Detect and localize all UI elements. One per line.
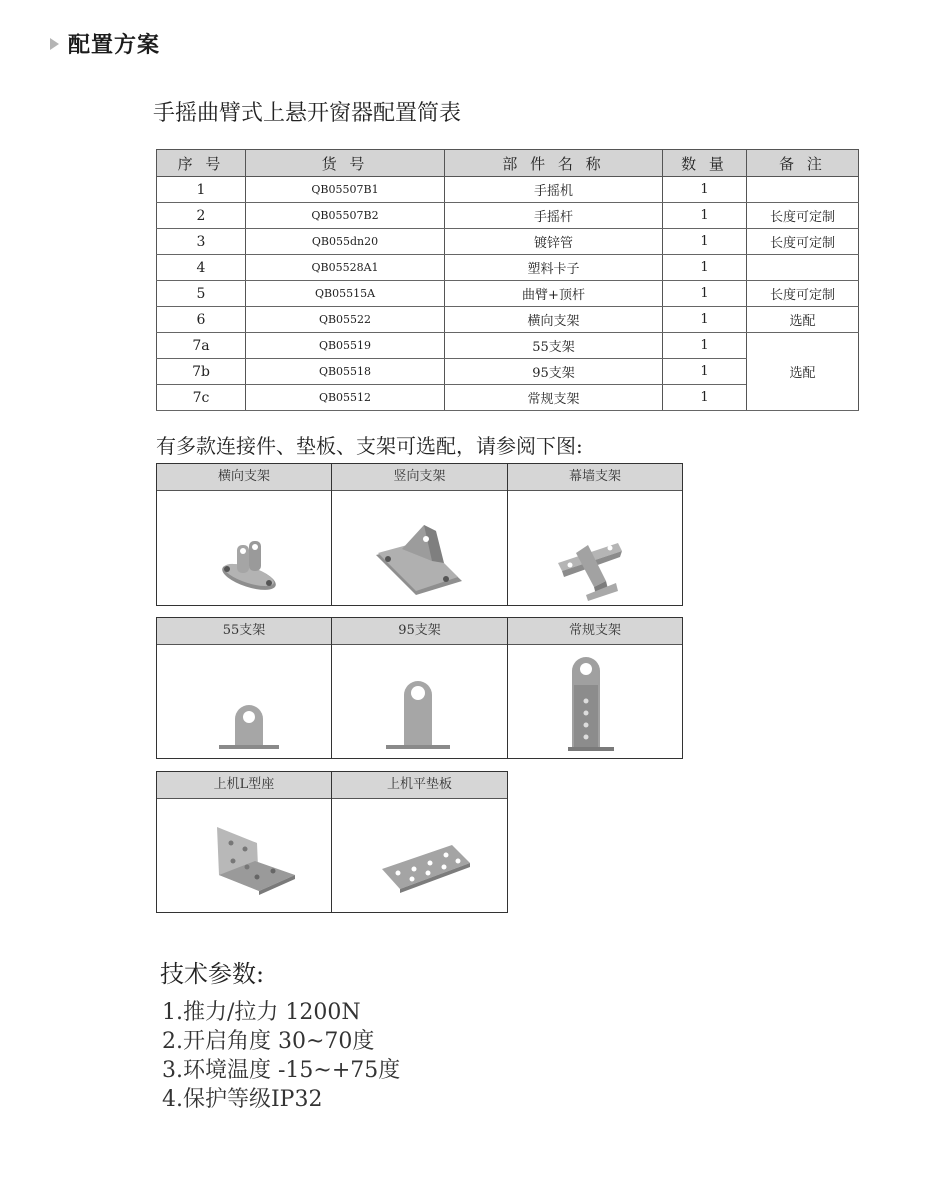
cell-name: 镀锌管 — [445, 229, 663, 255]
cell-name: 手摇杆 — [445, 203, 663, 229]
cell-note: 长度可定制 — [747, 281, 859, 307]
tech-title: 技术参数: — [160, 960, 265, 988]
card-l-seat — [156, 771, 332, 913]
card-standard-bracket — [507, 617, 683, 759]
cell-name: 手摇机 — [445, 177, 663, 203]
card-flat-plate — [331, 771, 508, 913]
table-row — [157, 281, 859, 307]
table-row — [157, 177, 859, 203]
header-name: 部 件 名 称 — [445, 150, 663, 177]
cell-note — [747, 177, 859, 203]
table-row — [157, 307, 859, 333]
cell-name: 55支架 — [445, 333, 663, 359]
cell-seq: 5 — [157, 281, 246, 307]
tech-item: 4.保护等级IP32 — [162, 1087, 323, 1112]
card-bracket-95 — [331, 617, 508, 759]
cell-name: 曲臂+顶杆 — [445, 281, 663, 307]
section-title: 配置方案 — [68, 33, 161, 58]
cell-qty: 1 — [663, 307, 747, 333]
bracket-95-icon — [332, 645, 507, 759]
cell-qty: 1 — [663, 281, 747, 307]
card-curtain-wall-bracket — [507, 463, 683, 606]
header-note: 备 注 — [747, 150, 859, 177]
tech-list — [162, 998, 400, 1114]
cell-name: 横向支架 — [445, 307, 663, 333]
header-qty: 数 量 — [663, 150, 747, 177]
cell-code: QB05507B1 — [246, 177, 445, 203]
vertical-bracket-icon — [332, 491, 507, 606]
cell-code: QB05512 — [246, 385, 445, 411]
cell-code: QB05507B2 — [246, 203, 445, 229]
cell-qty: 1 — [663, 229, 747, 255]
card-label: 上机平垫板 — [332, 772, 507, 799]
cell-note-merged: 选配 — [747, 333, 859, 411]
config-table — [156, 149, 859, 411]
cell-seq: 1 — [157, 177, 246, 203]
flat-plate-icon — [332, 799, 507, 913]
cell-note: 长度可定制 — [747, 229, 859, 255]
cell-note: 长度可定制 — [747, 203, 859, 229]
cell-note: 选配 — [747, 307, 859, 333]
cell-code: QB05518 — [246, 359, 445, 385]
horizontal-bracket-icon — [157, 491, 331, 606]
card-label: 幕墙支架 — [508, 464, 682, 491]
tech-item: 3.环境温度 -15~+75度 — [162, 1058, 401, 1083]
l-seat-icon — [157, 799, 331, 913]
table-header-row — [157, 150, 859, 177]
cell-seq: 7b — [157, 359, 246, 385]
standard-bracket-icon — [508, 645, 682, 759]
triangle-bullet-icon — [50, 38, 59, 50]
bracket-55-icon — [157, 645, 331, 759]
cell-code: QB05519 — [246, 333, 445, 359]
cell-seq: 3 — [157, 229, 246, 255]
cell-qty: 1 — [663, 203, 747, 229]
cell-code: QB05522 — [246, 307, 445, 333]
table-row — [157, 333, 859, 359]
cell-seq: 2 — [157, 203, 246, 229]
table-row — [157, 203, 859, 229]
cell-seq: 6 — [157, 307, 246, 333]
card-label: 95支架 — [332, 618, 507, 645]
cell-seq: 7c — [157, 385, 246, 411]
tech-item: 2.开启角度 30~70度 — [162, 1029, 375, 1054]
header-seq: 序 号 — [157, 150, 246, 177]
cell-qty: 1 — [663, 255, 747, 281]
table-title: 手摇曲臂式上悬开窗器配置简表 — [153, 101, 462, 126]
cell-note — [747, 255, 859, 281]
card-vertical-bracket — [331, 463, 508, 606]
cell-code: QB05528A1 — [246, 255, 445, 281]
cell-name: 塑料卡子 — [445, 255, 663, 281]
card-label: 横向支架 — [157, 464, 331, 491]
table-row — [157, 255, 859, 281]
cell-name: 常规支架 — [445, 385, 663, 411]
cell-qty: 1 — [663, 359, 747, 385]
card-horizontal-bracket — [156, 463, 332, 606]
accessories-intro: 有多款连接件、垫板、支架可选配，请参阅下图: — [156, 434, 583, 458]
cell-name: 95支架 — [445, 359, 663, 385]
cell-qty: 1 — [663, 333, 747, 359]
cell-qty: 1 — [663, 177, 747, 203]
cell-code: QB05515A — [246, 281, 445, 307]
card-label: 上机L型座 — [157, 772, 331, 799]
header-code: 货 号 — [246, 150, 445, 177]
card-label: 竖向支架 — [332, 464, 507, 491]
cell-code: QB055dn20 — [246, 229, 445, 255]
section-header — [50, 28, 160, 59]
card-bracket-55 — [156, 617, 332, 759]
card-label: 常规支架 — [508, 618, 682, 645]
table-row — [157, 229, 859, 255]
tech-item: 1.推力/拉力 1200N — [162, 1000, 361, 1025]
card-label: 55支架 — [157, 618, 331, 645]
cell-qty: 1 — [663, 385, 747, 411]
curtain-wall-bracket-icon — [508, 491, 682, 606]
cell-seq: 4 — [157, 255, 246, 281]
cell-seq: 7a — [157, 333, 246, 359]
